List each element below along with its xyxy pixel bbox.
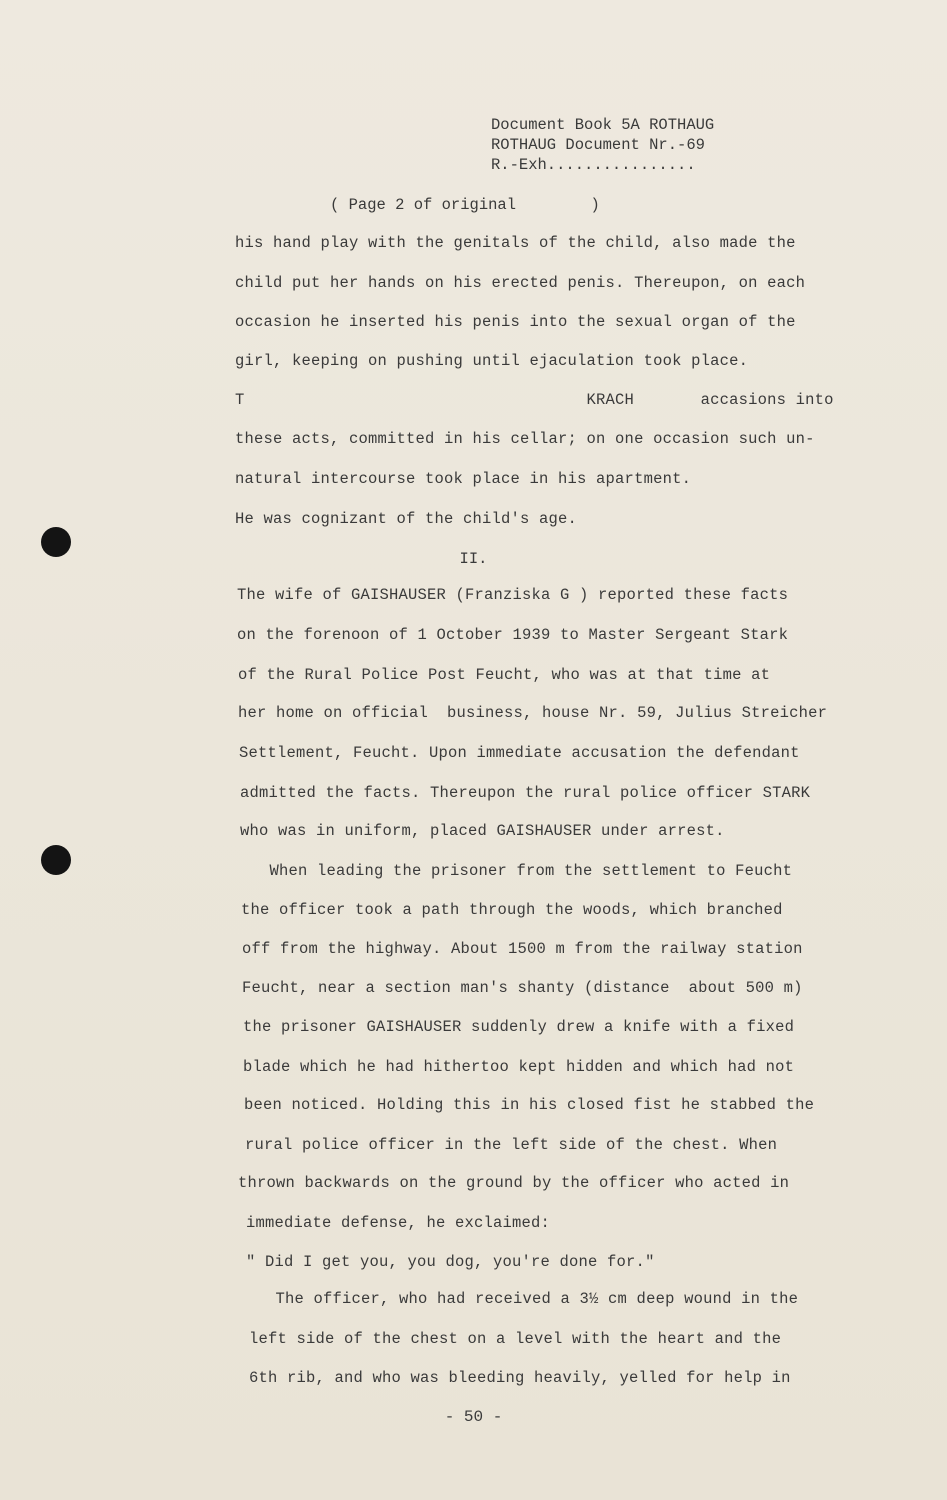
body-line: thrown backwards on the ground by the officer who acted in <box>238 1174 790 1192</box>
body-line: child put her hands on his erected penis. Thereupon, on each <box>235 274 806 292</box>
body-line: been noticed. Holding this in his closed fist he stabbed the <box>244 1096 815 1114</box>
body-line: these acts, committed in his cellar; on one occasion such un- <box>235 430 815 448</box>
body-line: The wife of GAISHAUSER (Franziska G ) reported these facts <box>237 586 789 604</box>
body-line: occasion he inserted his penis into the sexual organ of the <box>235 313 796 331</box>
body-line: who was in uniform, placed GAISHAUSER under arrest. <box>240 822 725 840</box>
document-header <box>491 115 714 175</box>
body-line: rural police officer in the left side of the chest. When <box>245 1136 778 1154</box>
body-line: off from the highway. About 1500 m from the railway station <box>242 940 803 958</box>
body-line: T KRACH accasions into <box>235 391 834 409</box>
header-line-3: R.-Exh................ <box>491 156 696 174</box>
section-heading: II. <box>459 550 488 568</box>
header-line-2: ROTHAUG Document Nr.-69 <box>491 136 705 154</box>
punch-hole-bottom <box>41 845 71 875</box>
body-line: natural intercourse took place in his apartment. <box>235 470 692 488</box>
body-line: 6th rib, and who was bleeding heavily, yelled for help in <box>249 1369 791 1387</box>
body-line: left side of the chest on a level with the heart and the <box>249 1330 782 1348</box>
body-line: " Did I get you, you dog, you're done for." <box>246 1253 655 1271</box>
page-number: - 50 - <box>444 1408 503 1426</box>
body-line: his hand play with the genitals of the child, also made the <box>235 234 796 252</box>
body-line: girl, keeping on pushing until ejaculation took place. <box>235 352 749 370</box>
body-line: the officer took a path through the woods, which branched <box>241 901 783 919</box>
body-line: Feucht, near a section man's shanty (distance about 500 m) <box>242 979 803 997</box>
body-line: He was cognizant of the child's age. <box>235 510 578 528</box>
header-line-1: Document Book 5A ROTHAUG <box>491 116 715 134</box>
body-line: When leading the prisoner from the settlement to Feucht <box>241 862 793 880</box>
body-line: on the forenoon of 1 October 1939 to Master Sergeant Stark <box>237 626 789 644</box>
page-note: ( Page 2 of original ) <box>330 196 600 214</box>
body-line: Settlement, Feucht. Upon immediate accusation the defendant <box>239 744 800 762</box>
body-line: admitted the facts. Thereupon the rural police officer STARK <box>240 784 811 802</box>
body-line: immediate defense, he exclaimed: <box>246 1214 551 1232</box>
body-line: the prisoner GAISHAUSER suddenly drew a knife with a fixed <box>243 1018 795 1036</box>
body-line: blade which he had hithertoo kept hidden and which had not <box>243 1058 795 1076</box>
body-line: her home on official business, house Nr. 59, Julius Streicher <box>238 704 828 722</box>
body-line: The officer, who had received a 3½ cm deep wound in the <box>247 1290 799 1308</box>
body-line: of the Rural Police Post Feucht, who was at that time at <box>238 666 771 684</box>
